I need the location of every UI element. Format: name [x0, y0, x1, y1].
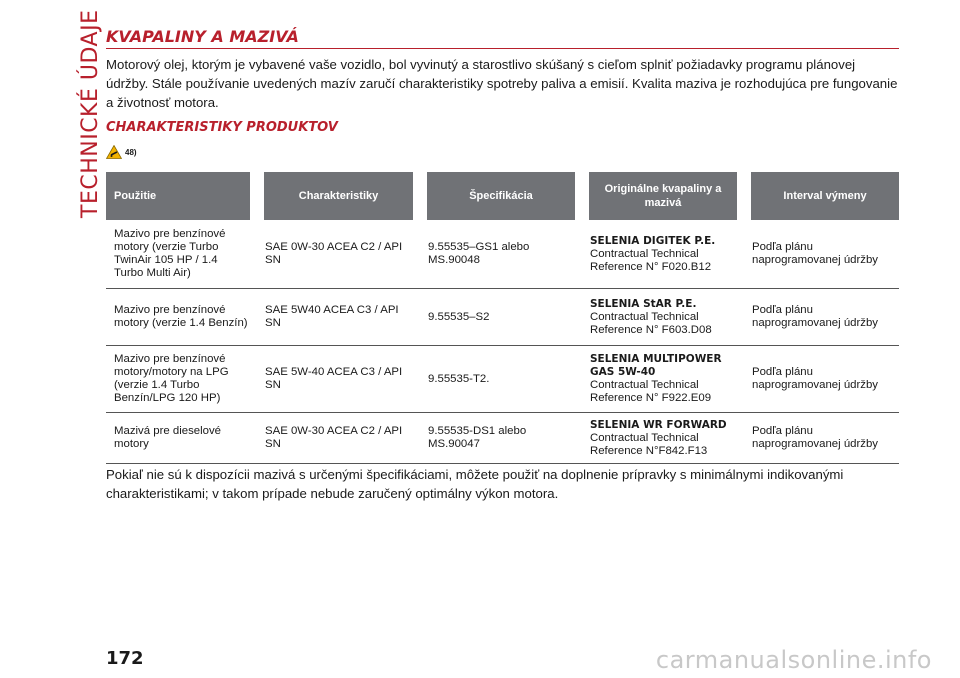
page-number: 172 — [106, 648, 144, 669]
col-header-usage: Použitie — [106, 172, 257, 220]
col-header-specification: Špecifikácia — [420, 172, 582, 220]
cell-specification: 9.55535–S2 — [420, 289, 582, 346]
cell-specification: 9.55535–GS1 alebo MS.90048 — [420, 220, 582, 289]
page-content — [106, 28, 899, 503]
product-reference: Contractual Technical Reference N° F020.B12 — [590, 247, 712, 273]
cell-characteristics: SAE 5W-40 ACEA C3 / API SN — [257, 346, 420, 413]
col-header-characteristics: Charakteristiky — [257, 172, 420, 220]
cell-usage: Mazivo pre benzínové motory (verzie Turbo TwinAir 105 HP / 1.4 Turbo Multi Air) — [106, 220, 257, 289]
product-name: SELENIA MULTIPOWER GAS 5W-40 — [590, 353, 722, 378]
product-name: SELENIA WR FORWARD — [590, 418, 727, 431]
lubricants-table — [106, 172, 899, 464]
cell-usage: Mazivá pre dieselové motory — [106, 413, 257, 464]
col-header-original-fluids: Originálne kvapaliny a mazivá — [582, 172, 744, 220]
product-reference: Contractual Technical Reference N°F842.F13 — [590, 431, 708, 457]
cell-product — [582, 220, 744, 289]
cell-usage: Mazivo pre benzínové motory/motory na LPG (verzie 1.4 Turbo Benzín/LPG 120 HP) — [106, 346, 257, 413]
cell-characteristics: SAE 0W-30 ACEA C2 / API SN — [257, 220, 420, 289]
cell-characteristics: SAE 0W-30 ACEA C2 / API SN — [257, 413, 420, 464]
warning-ref-number: 48) — [125, 147, 137, 157]
col-header-interval: Interval výmeny — [744, 172, 899, 220]
section-subheading: CHARAKTERISTIKY PRODUKTOV — [106, 120, 338, 135]
table-row — [106, 346, 899, 413]
product-name: SELENIA DIGITEK P.E. — [590, 234, 716, 247]
cell-product — [582, 413, 744, 464]
section-side-title-text: TECHNICKÉ ÚDAJE — [78, 9, 103, 218]
cell-interval: Podľa plánu naprogramovanej údržby — [744, 346, 899, 413]
product-reference: Contractual Technical Reference N° F922.E09 — [590, 379, 712, 404]
table-row — [106, 413, 899, 464]
cell-specification: 9.55535-T2. — [420, 346, 582, 413]
cell-specification: 9.55535-DS1 alebo MS.90047 — [420, 413, 582, 464]
watermark-text: carmanualsonline.info — [655, 646, 932, 674]
cell-product — [582, 346, 744, 413]
page-heading: KVAPALINY A MAZIVÁ — [106, 28, 899, 49]
warning-reference — [106, 144, 899, 160]
table-header-row — [106, 172, 899, 220]
cell-interval: Podľa plánu naprogramovanej údržby — [744, 289, 899, 346]
warning-triangle-icon — [106, 145, 122, 159]
cell-characteristics: SAE 5W40 ACEA C3 / API SN — [257, 289, 420, 346]
cell-usage: Mazivo pre benzínové motory (verzie 1.4 Benzín) — [106, 289, 257, 346]
product-name: SELENIA StAR P.E. — [590, 297, 697, 310]
table-row — [106, 220, 899, 289]
cell-interval: Podľa plánu naprogramovanej údržby — [744, 413, 899, 464]
table-row — [106, 289, 899, 346]
cell-interval: Podľa plánu naprogramovanej údržby — [744, 220, 899, 289]
product-reference: Contractual Technical Reference N° F603.D08 — [590, 310, 712, 336]
note-paragraph: Pokiaľ nie sú k dispozícii mazivá s určenými špecifikáciami, môžete použiť na doplnenie prípravky s minimálnymi indikovanými charakteristikami; v takom prípade nebude zaručený optimálny výkon motora. — [106, 467, 844, 501]
intro-paragraph: Motorový olej, ktorým je vybavené vaše vozidlo, bol vyvinutý a starostlivo skúšaný s cieľom splniť požiadavky programu plánovej údržby. Stále používanie uvedených mazív zaručí charakteristiky spotreby paliva a emisií. Kvalita maziva je rozhodujúca pre fungovanie a životnosť motora. — [106, 57, 898, 110]
section-side-title — [52, 9, 103, 220]
cell-product — [582, 289, 744, 346]
